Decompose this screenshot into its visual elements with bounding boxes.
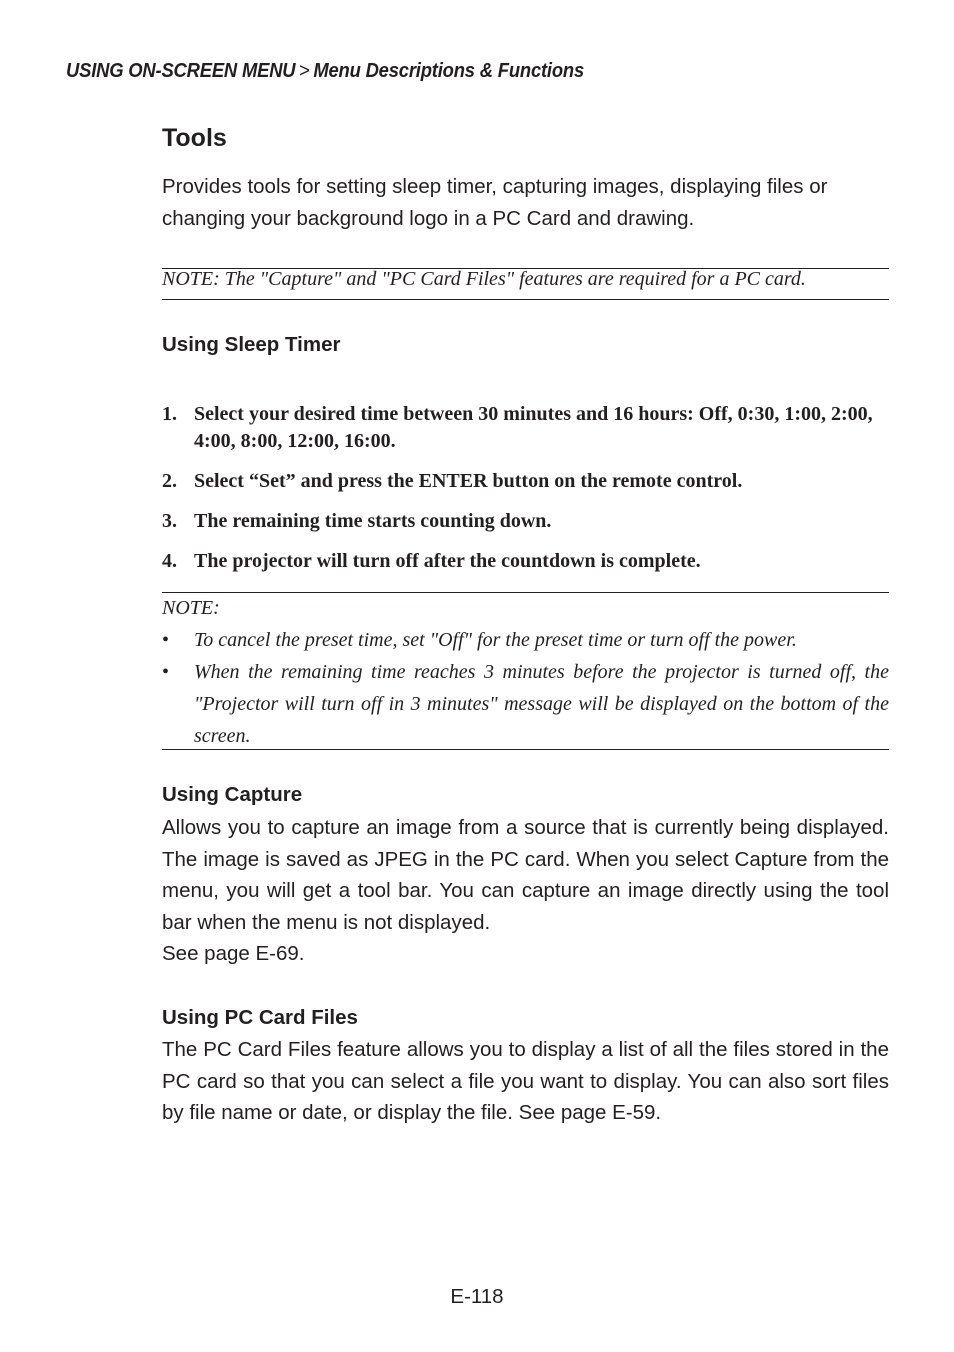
list-item [162, 468, 889, 495]
list-item [162, 656, 889, 752]
list-item [162, 401, 889, 455]
capture-section [162, 812, 889, 970]
step-text: The remaining time starts counting down. [194, 510, 552, 532]
step-text: Select your desired time between 30 minutes and 16 hours: Off, 0:30, 1:00, 2:00, 4:00, 8:00, 12:00, 16:00. [194, 403, 873, 452]
note-pc-card-required: NOTE: The "Capture" and "PC Card Files" features are required for a PC card. [162, 268, 806, 290]
step-number: 2. [162, 470, 177, 492]
intro-paragraph: Provides tools for setting sleep timer, capturing images, displaying files or changing your background logo in a PC Card and drawing. [162, 175, 828, 230]
step-number: 3. [162, 510, 177, 532]
pc-card-files-heading: Using PC Card Files [162, 1006, 358, 1029]
header-section: USING ON-SCREEN MENU [66, 60, 296, 82]
sleep-timer-steps [162, 401, 889, 588]
step-number: 4. [162, 550, 177, 572]
header-subsection: Menu Descriptions & Functions [313, 60, 585, 82]
step-text: Select “Set” and press the ENTER button on the remote control. [194, 470, 743, 492]
list-item [162, 548, 889, 575]
bullet-icon: • [162, 661, 170, 683]
bullet-icon: • [162, 629, 170, 651]
capture-see-page: See page E-69. [162, 942, 305, 965]
capture-heading: Using Capture [162, 783, 303, 806]
note-bullet-text: To cancel the preset time, set "Off" for the preset time or turn off the power. [194, 629, 797, 651]
note1-bottom-rule [162, 299, 889, 300]
page-number: E-118 [450, 1285, 504, 1308]
step-number: 1. [162, 403, 177, 425]
step-text: The projector will turn off after the countdown is complete. [194, 550, 701, 572]
header-separator: > [299, 60, 310, 82]
sleep-timer-note [162, 592, 889, 752]
list-item [162, 624, 889, 656]
note2-bottom-rule [162, 749, 889, 750]
capture-body: Allows you to capture an image from a source that is currently being displayed. The image is saved as JPEG in the PC card. When you select Capture from the menu, you will get a tool bar. You can capture an image directly using the tool bar when the menu is not displayed. [162, 816, 889, 934]
running-header [66, 60, 584, 83]
sleep-timer-heading: Using Sleep Timer [162, 333, 341, 356]
page-title: Tools [162, 124, 227, 152]
pc-card-files-body: The PC Card Files feature allows you to display a list of all the files stored in the PC card so that you can select a file you want to display. You can also sort files by file name or date, or display the file. See page E-59. [162, 1038, 889, 1124]
note-label: NOTE: [162, 597, 220, 619]
pc-card-files-section [162, 1034, 889, 1129]
note-bullet-text: When the remaining time reaches 3 minutes before the projector is turned off, the "Projector will turn off in 3 minutes" message will be displayed on the bottom of the screen. [194, 661, 889, 747]
list-item [162, 508, 889, 535]
